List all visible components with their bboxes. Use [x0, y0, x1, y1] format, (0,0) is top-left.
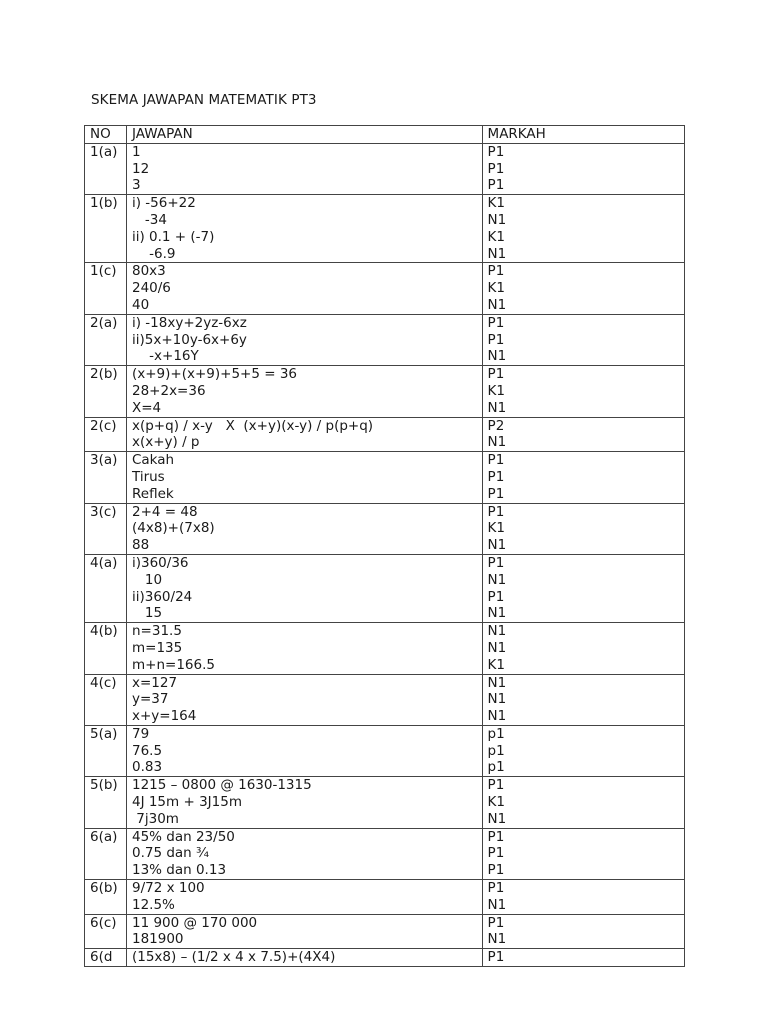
answer-line: x=127	[131, 674, 178, 691]
answer-line: 11 900 @ 170 000	[131, 914, 258, 931]
answer-line: 7j30m	[131, 810, 179, 827]
table-row	[85, 263, 685, 314]
marks-cell	[482, 777, 684, 828]
table-row	[85, 623, 685, 674]
table-row	[85, 725, 685, 776]
question-number: 5(b)	[85, 777, 127, 828]
mark-code: P1	[487, 263, 505, 280]
mark-code: N1	[487, 810, 507, 827]
answer-line: 40	[131, 296, 150, 313]
question-number: 1(b)	[85, 195, 127, 263]
mark-code: N1	[487, 896, 507, 913]
marks-cell	[482, 263, 684, 314]
mark-code: P1	[487, 588, 505, 605]
mark-code: N1	[487, 211, 507, 228]
question-number: 2(c)	[85, 417, 127, 452]
marks-cell	[482, 417, 684, 452]
answer-line: i)360/36	[131, 554, 189, 571]
answer-cell	[126, 417, 482, 452]
mark-code: P1	[487, 949, 505, 966]
marks-cell	[482, 366, 684, 417]
marks-cell	[482, 314, 684, 365]
table-row	[85, 366, 685, 417]
question-number: 3(c)	[85, 503, 127, 554]
marks-cell	[482, 674, 684, 725]
marks-cell	[482, 914, 684, 949]
answer-line: m=135	[131, 639, 183, 656]
marks-cell	[482, 503, 684, 554]
mark-code: P1	[487, 468, 505, 485]
mark-code: N1	[487, 691, 507, 708]
page-title: SKEMA JAWAPAN MATEMATIK PT3	[91, 92, 317, 108]
marks-cell	[482, 949, 684, 967]
column-header-jawapan: JAWAPAN	[126, 126, 482, 144]
answer-line: i) -18xy+2yz-6xz	[131, 314, 247, 331]
mark-code: P1	[487, 503, 505, 520]
answer-cell	[126, 828, 482, 879]
answer-line: 2+4 = 48	[131, 503, 198, 520]
answer-line: 181900	[131, 931, 184, 948]
answer-line: 12.5%	[131, 896, 175, 913]
answer-line: 10	[131, 571, 163, 588]
mark-code: N1	[487, 434, 507, 451]
answer-cell	[126, 366, 482, 417]
mark-code: P1	[487, 452, 505, 469]
answer-line: y=37	[131, 691, 169, 708]
mark-code: P1	[487, 160, 505, 177]
mark-code: P1	[487, 331, 505, 348]
mark-code: N1	[487, 674, 507, 691]
mark-code: P1	[487, 880, 505, 897]
question-number: 1(c)	[85, 263, 127, 314]
mark-code: P1	[487, 845, 505, 862]
answer-line: 79	[131, 725, 150, 742]
mark-code: P1	[487, 914, 505, 931]
answer-line: 0.75 dan ¾	[131, 845, 210, 862]
table-row	[85, 503, 685, 554]
mark-code: N1	[487, 708, 507, 725]
answer-line: 240/6	[131, 280, 171, 297]
answer-line: i) -56+22	[131, 195, 196, 212]
table-header-row	[85, 126, 685, 144]
answer-cell	[126, 195, 482, 263]
table-row	[85, 949, 685, 967]
question-number: 6(c)	[85, 914, 127, 949]
answer-line: 76.5	[131, 742, 163, 759]
mark-code: P1	[487, 485, 505, 502]
mark-code: P1	[487, 366, 505, 383]
mark-code: P1	[487, 314, 505, 331]
answer-line: (4x8)+(7x8)	[131, 520, 215, 537]
mark-code: K1	[487, 520, 505, 537]
answer-line: 1	[131, 143, 141, 160]
mark-code: N1	[487, 931, 507, 948]
table-row	[85, 880, 685, 915]
question-number: 6(a)	[85, 828, 127, 879]
mark-code: N1	[487, 571, 507, 588]
mark-code: N1	[487, 537, 507, 554]
answer-line: 28+2x=36	[131, 382, 206, 399]
table-row	[85, 314, 685, 365]
answer-line: Reflek	[131, 485, 174, 502]
answer-line: 3	[131, 177, 141, 194]
answer-line: (15x8) – (1/2 x 4 x 7.5)+(4X4)	[131, 949, 336, 966]
answer-line: 88	[131, 537, 150, 554]
answer-line: -6.9	[131, 245, 176, 262]
answer-cell	[126, 674, 482, 725]
mark-code: N1	[487, 639, 507, 656]
answer-cell	[126, 777, 482, 828]
answer-line: m+n=166.5	[131, 656, 215, 673]
mark-code: P1	[487, 143, 505, 160]
marks-cell	[482, 452, 684, 503]
answer-line: 15	[131, 605, 163, 622]
table-row	[85, 674, 685, 725]
table-row	[85, 417, 685, 452]
answer-cell	[126, 143, 482, 194]
answer-cell	[126, 503, 482, 554]
mark-code: N1	[487, 623, 507, 640]
answer-line: 0.83	[131, 759, 163, 776]
mark-code: P1	[487, 554, 505, 571]
marks-cell	[482, 195, 684, 263]
mark-code: N1	[487, 399, 507, 416]
question-number: 4(a)	[85, 554, 127, 622]
mark-code: P1	[487, 828, 505, 845]
answer-line: (x+9)+(x+9)+5+5 = 36	[131, 366, 298, 383]
answer-cell	[126, 554, 482, 622]
answer-line: Tirus	[131, 468, 165, 485]
answer-cell	[126, 880, 482, 915]
column-header-no: NO	[85, 126, 127, 144]
answer-line: 12	[131, 160, 150, 177]
question-number: 6(d	[85, 949, 127, 967]
mark-code: p1	[487, 725, 505, 742]
answer-cell	[126, 725, 482, 776]
answer-line: -34	[131, 211, 167, 228]
table-row	[85, 195, 685, 263]
mark-code: N1	[487, 348, 507, 365]
answer-cell	[126, 914, 482, 949]
mark-code: N1	[487, 245, 507, 262]
mark-code: P1	[487, 777, 505, 794]
marks-cell	[482, 880, 684, 915]
question-number: 1(a)	[85, 143, 127, 194]
mark-code: K1	[487, 280, 505, 297]
mark-code: K1	[487, 382, 505, 399]
mark-code: P2	[487, 417, 505, 434]
answer-cell	[126, 263, 482, 314]
marks-cell	[482, 725, 684, 776]
table-row	[85, 777, 685, 828]
table-body	[85, 143, 685, 966]
answer-cell	[126, 314, 482, 365]
table-row	[85, 828, 685, 879]
answer-line: n=31.5	[131, 623, 182, 640]
question-number: 4(b)	[85, 623, 127, 674]
answer-line: X=4	[131, 399, 162, 416]
mark-code: N1	[487, 296, 507, 313]
answer-line: 13% dan 0.13	[131, 862, 227, 879]
answer-line: 1215 – 0800 @ 1630-1315	[131, 777, 312, 794]
mark-code: K1	[487, 794, 505, 811]
mark-code: P1	[487, 177, 505, 194]
answer-line: x+y=164	[131, 708, 197, 725]
mark-code: K1	[487, 656, 505, 673]
column-header-markah: MARKAH	[482, 126, 684, 144]
marks-cell	[482, 828, 684, 879]
marks-cell	[482, 143, 684, 194]
question-number: 4(c)	[85, 674, 127, 725]
answer-line: x(x+y) / p	[131, 434, 200, 451]
answer-line: x(p+q) / x-y X (x+y)(x-y) / p(p+q)	[131, 417, 374, 434]
table-row	[85, 143, 685, 194]
marks-cell	[482, 554, 684, 622]
answer-line: 9/72 x 100	[131, 880, 205, 897]
answer-line: 80x3	[131, 263, 166, 280]
mark-code: p1	[487, 759, 505, 776]
table-row	[85, 554, 685, 622]
question-number: 2(a)	[85, 314, 127, 365]
answer-line: 4J 15m + 3J15m	[131, 794, 242, 811]
answer-line: ii)5x+10y-6x+6y	[131, 331, 247, 348]
table-row	[85, 914, 685, 949]
answer-line: Cakah	[131, 452, 175, 469]
answer-line: ii)360/24	[131, 588, 193, 605]
answer-cell	[126, 623, 482, 674]
answer-line: ii) 0.1 + (-7)	[131, 228, 215, 245]
mark-code: P1	[487, 862, 505, 879]
mark-code: K1	[487, 195, 505, 212]
marks-cell	[482, 623, 684, 674]
table-row	[85, 452, 685, 503]
question-number: 2(b)	[85, 366, 127, 417]
question-number: 6(b)	[85, 880, 127, 915]
mark-code: p1	[487, 742, 505, 759]
mark-code: N1	[487, 605, 507, 622]
question-number: 3(a)	[85, 452, 127, 503]
answer-cell	[126, 949, 482, 967]
answer-line: -x+16Y	[131, 348, 199, 365]
answer-cell	[126, 452, 482, 503]
answer-scheme-table	[84, 125, 685, 967]
answer-line: 45% dan 23/50	[131, 828, 235, 845]
mark-code: K1	[487, 228, 505, 245]
question-number: 5(a)	[85, 725, 127, 776]
